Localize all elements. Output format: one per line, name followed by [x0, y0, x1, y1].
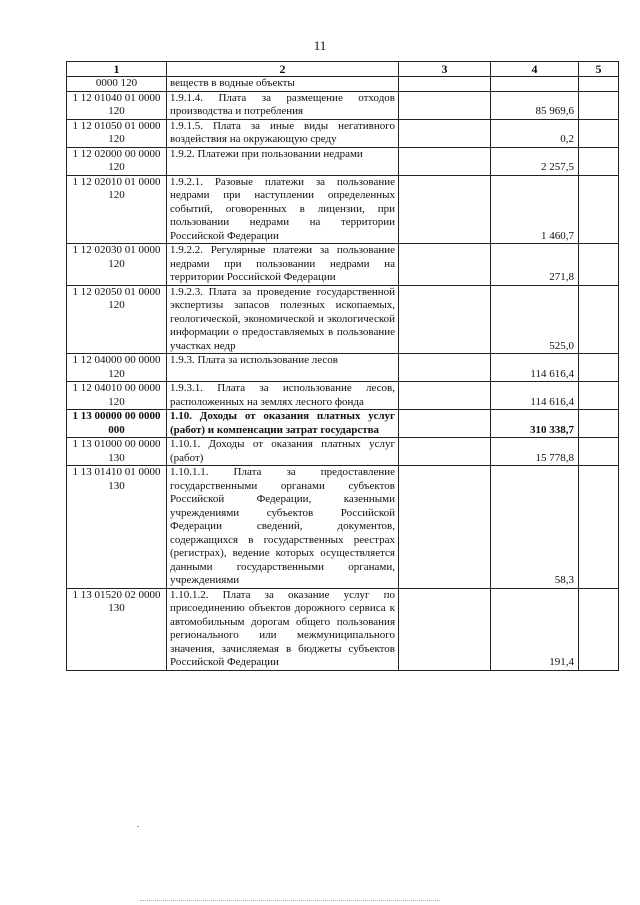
amount-cell: 1 460,7: [491, 175, 579, 244]
table-row: [67, 382, 619, 410]
table-row: [67, 119, 619, 147]
code-cell: 1 13 01520 02 0000 130: [67, 588, 167, 670]
amount-cell: 114 616,4: [491, 382, 579, 410]
column-5-cell: [579, 438, 619, 466]
code-cell: 1 12 01040 01 0000 120: [67, 91, 167, 119]
column-3-cell: [399, 285, 491, 354]
code-cell: 1 12 02030 01 0000 120: [67, 244, 167, 286]
code-cell: 1 13 01410 01 0000 130: [67, 466, 167, 589]
code-cell: 1 12 04010 00 0000 120: [67, 382, 167, 410]
column-3-cell: [399, 244, 491, 286]
code-cell: 0000 120: [67, 77, 167, 92]
amount-cell: 525,0: [491, 285, 579, 354]
table-header-row: [67, 62, 619, 77]
amount-cell: 191,4: [491, 588, 579, 670]
table-row: [67, 175, 619, 244]
amount-cell: 85 969,6: [491, 91, 579, 119]
budget-revenue-table: [66, 61, 619, 671]
description-cell: веществ в водные объекты: [167, 77, 399, 92]
amount-cell: 58,3: [491, 466, 579, 589]
table-row: [67, 77, 619, 92]
description-cell: 1.10.1.1. Плата за предоставление государственными органами субъектов Российской Федерации, казенными учреждениями субъектов Российской Федерации сведений, документов, содержащихся в государственных реестрах (регистрах), ведение которых осуществляется данными государственными органами, учреждениями: [167, 466, 399, 589]
column-5-cell: [579, 354, 619, 382]
table-row: [67, 147, 619, 175]
column-5-cell: [579, 244, 619, 286]
column-5-cell: [579, 147, 619, 175]
column-5-cell: [579, 91, 619, 119]
table-row: [67, 244, 619, 286]
column-header-3: 3: [399, 62, 491, 77]
table-row: [67, 438, 619, 466]
column-5-cell: [579, 410, 619, 438]
code-cell: 1 12 02000 00 0000 120: [67, 147, 167, 175]
description-cell: 1.9.1.4. Плата за размещение отходов производства и потребления: [167, 91, 399, 119]
description-cell: 1.10.1.2. Плата за оказание услуг по присоединению объектов дорожного сервиса к автомобильным дорогам общего пользования регионального или межмуниципального значения, зачисляемая в бюджеты субъектов Российской Федерации: [167, 588, 399, 670]
column-header-5: 5: [579, 62, 619, 77]
column-header-2: 2: [167, 62, 399, 77]
column-3-cell: [399, 438, 491, 466]
scan-artifact-line: [140, 900, 440, 902]
column-3-cell: [399, 77, 491, 92]
column-3-cell: [399, 382, 491, 410]
description-cell: 1.9.2. Платежи при пользовании недрами: [167, 147, 399, 175]
column-header-4: 4: [491, 62, 579, 77]
description-cell: 1.10. Доходы от оказания платных услуг (работ) и компенсации затрат государства: [167, 410, 399, 438]
amount-cell: [491, 77, 579, 92]
code-cell: 1 12 04000 00 0000 120: [67, 354, 167, 382]
table-row: [67, 588, 619, 670]
description-cell: 1.9.3. Плата за использование лесов: [167, 354, 399, 382]
table-row: [67, 91, 619, 119]
description-cell: 1.10.1. Доходы от оказания платных услуг (работ): [167, 438, 399, 466]
column-3-cell: [399, 410, 491, 438]
column-5-cell: [579, 588, 619, 670]
amount-cell: 271,8: [491, 244, 579, 286]
column-header-1: 1: [67, 62, 167, 77]
column-3-cell: [399, 147, 491, 175]
description-cell: 1.9.3.1. Плата за использование лесов, расположенных на землях лесного фонда: [167, 382, 399, 410]
column-3-cell: [399, 91, 491, 119]
table-row: [67, 285, 619, 354]
column-3-cell: [399, 175, 491, 244]
column-3-cell: [399, 588, 491, 670]
amount-cell: 0,2: [491, 119, 579, 147]
column-3-cell: [399, 119, 491, 147]
description-cell: 1.9.2.1. Разовые платежи за пользование недрами при наступлении определенных событий, оговоренных в лицензии, при пользовании недрами на территории Российской Федерации: [167, 175, 399, 244]
amount-cell: 2 257,5: [491, 147, 579, 175]
table-row: [67, 466, 619, 589]
scan-speck: [137, 826, 139, 827]
code-cell: 1 12 02010 01 0000 120: [67, 175, 167, 244]
column-3-cell: [399, 354, 491, 382]
amount-cell: 114 616,4: [491, 354, 579, 382]
code-cell: 1 12 02050 01 0000 120: [67, 285, 167, 354]
table-row: [67, 354, 619, 382]
description-cell: 1.9.2.2. Регулярные платежи за пользование недрами при пользовании недрами на территории Российской Федерации: [167, 244, 399, 286]
column-5-cell: [579, 285, 619, 354]
page-number: 11: [313, 38, 327, 53]
amount-cell: 310 338,7: [491, 410, 579, 438]
column-5-cell: [579, 382, 619, 410]
table-row: [67, 410, 619, 438]
column-5-cell: [579, 175, 619, 244]
column-5-cell: [579, 119, 619, 147]
description-cell: 1.9.2.3. Плата за проведение государственной экспертизы запасов полезных ископаемых, геологической, экономической и экологической информации о предоставляемых в пользование участках недр: [167, 285, 399, 354]
column-5-cell: [579, 466, 619, 589]
amount-cell: 15 778,8: [491, 438, 579, 466]
column-5-cell: [579, 77, 619, 92]
code-cell: 1 12 01050 01 0000 120: [67, 119, 167, 147]
code-cell: 1 13 00000 00 0000 000: [67, 410, 167, 438]
code-cell: 1 13 01000 00 0000 130: [67, 438, 167, 466]
column-3-cell: [399, 466, 491, 589]
description-cell: 1.9.1.5. Плата за иные виды негативного воздействия на окружающую среду: [167, 119, 399, 147]
